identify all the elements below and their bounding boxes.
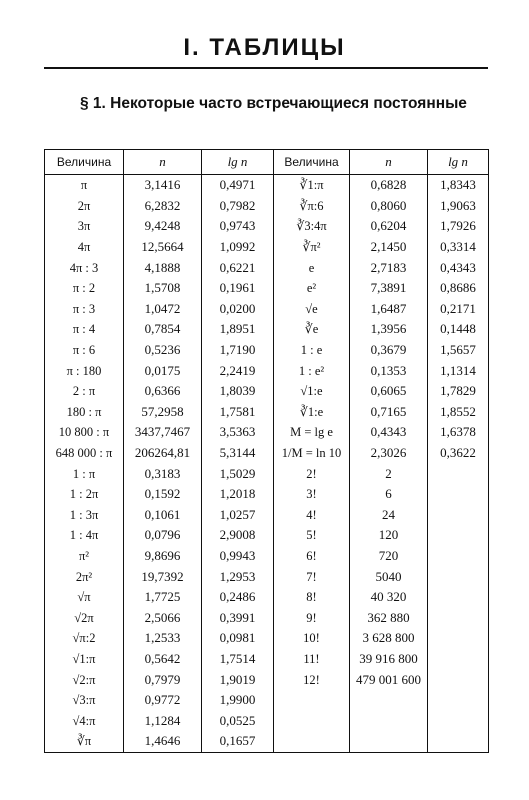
cell-lg-right: 1,5657 [428, 340, 489, 361]
table-row [45, 278, 489, 299]
table-row [45, 175, 489, 196]
cell-quantity-left: √1:π [45, 649, 124, 670]
header-lg-left: lg n [202, 150, 274, 175]
cell-lg-right [428, 690, 489, 711]
cell-quantity-left: 1 : 3π [45, 505, 124, 526]
cell-n-left: 0,9772 [124, 690, 202, 711]
cell-n-right: 1,3956 [350, 319, 428, 340]
table-row [45, 216, 489, 237]
cell-quantity-right: √1:e [274, 381, 350, 402]
cell-lg-left: 0,3991 [202, 607, 274, 628]
cell-lg-left: 1,8951 [202, 319, 274, 340]
table-row [45, 546, 489, 567]
cell-n-right: 0,7165 [350, 402, 428, 423]
cell-lg-left: 1,5029 [202, 463, 274, 484]
cell-lg-left: 1,7190 [202, 340, 274, 361]
cell-lg-right [428, 731, 489, 752]
cell-quantity-left: π [45, 175, 124, 196]
cell-n-left: 0,5642 [124, 649, 202, 670]
header-n-right: n [350, 150, 428, 175]
cell-n-left: 12,5664 [124, 237, 202, 258]
cell-n-right: 24 [350, 505, 428, 526]
table-row [45, 710, 489, 731]
cell-n-right: 2,7183 [350, 257, 428, 278]
table-row [45, 731, 489, 752]
cell-lg-left: 0,0200 [202, 299, 274, 320]
header-row [45, 150, 489, 175]
cell-n-right: 0,8060 [350, 196, 428, 217]
header-quantity-right: Величина [274, 150, 350, 175]
cell-lg-right: 1,7829 [428, 381, 489, 402]
cell-lg-right [428, 607, 489, 628]
cell-lg-right [428, 484, 489, 505]
cell-lg-right: 1,1314 [428, 360, 489, 381]
cell-quantity-right: 7! [274, 566, 350, 587]
cell-lg-left: 0,9943 [202, 546, 274, 567]
cell-quantity-left: 10 800 : π [45, 422, 124, 443]
cell-n-left: 1,2533 [124, 628, 202, 649]
cell-quantity-left: π² [45, 546, 124, 567]
cell-quantity-left: 2 : π [45, 381, 124, 402]
cell-quantity-left: 648 000 : π [45, 443, 124, 464]
table-row [45, 566, 489, 587]
table-row [45, 505, 489, 526]
table-row [45, 607, 489, 628]
cell-quantity-left: √π [45, 587, 124, 608]
cell-quantity-left: π : 180 [45, 360, 124, 381]
cell-n-left: 0,5236 [124, 340, 202, 361]
cell-lg-right: 0,3622 [428, 443, 489, 464]
cell-quantity-right: √e [274, 299, 350, 320]
cell-quantity-right: 4! [274, 505, 350, 526]
cell-lg-right: 1,7926 [428, 216, 489, 237]
cell-n-left: 1,5708 [124, 278, 202, 299]
table-row [45, 422, 489, 443]
cell-n-left: 1,1284 [124, 710, 202, 731]
title-rule [44, 67, 488, 69]
cell-n-left: 57,2958 [124, 402, 202, 423]
table-row [45, 196, 489, 217]
header-quantity-left: Величина [45, 150, 124, 175]
cell-n-right: 3 628 800 [350, 628, 428, 649]
cell-lg-left: 1,2953 [202, 566, 274, 587]
cell-n-right: 0,1353 [350, 360, 428, 381]
cell-lg-left: 2,2419 [202, 360, 274, 381]
cell-n-right: 2,1450 [350, 237, 428, 258]
cell-quantity-left: √4:π [45, 710, 124, 731]
cell-quantity-left: ∛π [45, 731, 124, 752]
cell-n-right: 0,6065 [350, 381, 428, 402]
table-row [45, 587, 489, 608]
cell-n-right: 362 880 [350, 607, 428, 628]
cell-quantity-right: 3! [274, 484, 350, 505]
cell-lg-left: 0,1657 [202, 731, 274, 752]
cell-n-right [350, 731, 428, 752]
cell-lg-left: 3,5363 [202, 422, 274, 443]
cell-lg-left: 1,9900 [202, 690, 274, 711]
table-row [45, 484, 489, 505]
cell-quantity-right: e² [274, 278, 350, 299]
table-row [45, 690, 489, 711]
table-row [45, 360, 489, 381]
cell-quantity-left: √2π [45, 607, 124, 628]
cell-quantity-left: 1 : 4π [45, 525, 124, 546]
cell-quantity-right: 1 : e [274, 340, 350, 361]
cell-n-right: 5040 [350, 566, 428, 587]
cell-lg-left: 1,7514 [202, 649, 274, 670]
table-row [45, 443, 489, 464]
cell-n-left: 3,1416 [124, 175, 202, 196]
cell-n-left: 0,0796 [124, 525, 202, 546]
cell-lg-right [428, 546, 489, 567]
section-title: § 1. Некоторые часто встречающиеся постоянные [80, 95, 467, 112]
cell-quantity-right: 5! [274, 525, 350, 546]
cell-quantity-right: 8! [274, 587, 350, 608]
cell-quantity-left: 2π² [45, 566, 124, 587]
cell-quantity-right: 11! [274, 649, 350, 670]
cell-n-left: 0,7979 [124, 669, 202, 690]
cell-n-left: 2,5066 [124, 607, 202, 628]
cell-lg-right: 1,8343 [428, 175, 489, 196]
cell-lg-left: 0,6221 [202, 257, 274, 278]
table-row [45, 237, 489, 258]
cell-n-left: 19,7392 [124, 566, 202, 587]
cell-quantity-left: 180 : π [45, 402, 124, 423]
cell-lg-right: 0,4343 [428, 257, 489, 278]
cell-lg-left: 0,0525 [202, 710, 274, 731]
cell-lg-right [428, 649, 489, 670]
cell-quantity-right: 1 : e² [274, 360, 350, 381]
cell-lg-left: 0,1961 [202, 278, 274, 299]
cell-quantity-left: π : 4 [45, 319, 124, 340]
cell-n-right: 720 [350, 546, 428, 567]
cell-quantity-right: ∛e [274, 319, 350, 340]
constants-table [44, 149, 489, 753]
table-row [45, 463, 489, 484]
cell-n-left: 3437,7467 [124, 422, 202, 443]
cell-lg-left: 1,7581 [202, 402, 274, 423]
cell-n-left: 9,4248 [124, 216, 202, 237]
cell-lg-left: 1,8039 [202, 381, 274, 402]
cell-lg-right: 0,1448 [428, 319, 489, 340]
cell-quantity-left: 4π [45, 237, 124, 258]
cell-quantity-right: e [274, 257, 350, 278]
cell-n-left: 6,2832 [124, 196, 202, 217]
cell-lg-right [428, 710, 489, 731]
cell-lg-right: 0,3314 [428, 237, 489, 258]
cell-quantity-right: 2! [274, 463, 350, 484]
cell-lg-right [428, 587, 489, 608]
cell-n-left: 1,7725 [124, 587, 202, 608]
cell-quantity-right [274, 710, 350, 731]
table-row [45, 257, 489, 278]
cell-n-right [350, 690, 428, 711]
cell-n-left: 206264,81 [124, 443, 202, 464]
cell-lg-right [428, 628, 489, 649]
cell-quantity-left: π : 2 [45, 278, 124, 299]
cell-n-left: 0,1061 [124, 505, 202, 526]
cell-n-right: 0,3679 [350, 340, 428, 361]
cell-quantity-right: 10! [274, 628, 350, 649]
cell-lg-right [428, 566, 489, 587]
cell-quantity-left: 2π [45, 196, 124, 217]
cell-n-right: 2 [350, 463, 428, 484]
cell-quantity-left: √3:π [45, 690, 124, 711]
header-lg-right: lg n [428, 150, 489, 175]
cell-lg-left: 0,9743 [202, 216, 274, 237]
table-row [45, 669, 489, 690]
cell-n-left: 4,1888 [124, 257, 202, 278]
cell-quantity-right: ∛1:π [274, 175, 350, 196]
cell-n-left: 0,0175 [124, 360, 202, 381]
cell-lg-left: 0,2486 [202, 587, 274, 608]
cell-n-right: 39 916 800 [350, 649, 428, 670]
cell-quantity-right: 12! [274, 669, 350, 690]
cell-quantity-right [274, 731, 350, 752]
table-row [45, 402, 489, 423]
cell-quantity-left: 1 : π [45, 463, 124, 484]
cell-n-left: 0,7854 [124, 319, 202, 340]
table-row [45, 649, 489, 670]
cell-quantity-right: 9! [274, 607, 350, 628]
cell-n-right: 479 001 600 [350, 669, 428, 690]
cell-lg-right [428, 463, 489, 484]
cell-n-left: 0,3183 [124, 463, 202, 484]
cell-n-left: 1,4646 [124, 731, 202, 752]
cell-lg-right [428, 525, 489, 546]
cell-quantity-left: 4π : 3 [45, 257, 124, 278]
cell-quantity-right: ∛π:6 [274, 196, 350, 217]
cell-lg-left: 1,9019 [202, 669, 274, 690]
cell-quantity-left: π : 3 [45, 299, 124, 320]
cell-quantity-right: ∛1:e [274, 402, 350, 423]
cell-lg-right: 0,2171 [428, 299, 489, 320]
cell-quantity-right: ∛π² [274, 237, 350, 258]
cell-lg-left: 0,4971 [202, 175, 274, 196]
cell-quantity-left: 3π [45, 216, 124, 237]
cell-lg-right [428, 669, 489, 690]
cell-lg-left: 1,0992 [202, 237, 274, 258]
cell-quantity-right: 1/M = ln 10 [274, 443, 350, 464]
cell-lg-left: 2,9008 [202, 525, 274, 546]
cell-lg-right: 0,8686 [428, 278, 489, 299]
cell-n-right: 0,4343 [350, 422, 428, 443]
cell-quantity-left: √π:2 [45, 628, 124, 649]
table-row [45, 381, 489, 402]
cell-n-right: 6 [350, 484, 428, 505]
table-row [45, 628, 489, 649]
cell-n-right: 0,6828 [350, 175, 428, 196]
cell-n-right: 2,3026 [350, 443, 428, 464]
cell-lg-left: 5,3144 [202, 443, 274, 464]
cell-quantity-right: ∛3:4π [274, 216, 350, 237]
cell-n-right: 0,6204 [350, 216, 428, 237]
cell-n-right: 7,3891 [350, 278, 428, 299]
cell-n-left: 0,1592 [124, 484, 202, 505]
cell-quantity-left: 1 : 2π [45, 484, 124, 505]
cell-lg-right: 1,8552 [428, 402, 489, 423]
cell-quantity-left: √2:π [45, 669, 124, 690]
cell-n-left: 0,6366 [124, 381, 202, 402]
cell-lg-left: 1,2018 [202, 484, 274, 505]
cell-n-left: 9,8696 [124, 546, 202, 567]
table-row [45, 340, 489, 361]
chapter-title: I. ТАБЛИЦЫ [183, 34, 346, 61]
header-n-left: n [124, 150, 202, 175]
cell-lg-left: 1,0257 [202, 505, 274, 526]
table-row [45, 319, 489, 340]
cell-lg-right: 1,9063 [428, 196, 489, 217]
table-row [45, 299, 489, 320]
cell-quantity-right: 6! [274, 546, 350, 567]
cell-lg-left: 0,0981 [202, 628, 274, 649]
cell-quantity-right: M = lg e [274, 422, 350, 443]
cell-quantity-right [274, 690, 350, 711]
cell-n-left: 1,0472 [124, 299, 202, 320]
cell-quantity-left: π : 6 [45, 340, 124, 361]
cell-n-right: 1,6487 [350, 299, 428, 320]
cell-lg-right [428, 505, 489, 526]
cell-lg-left: 0,7982 [202, 196, 274, 217]
cell-n-right [350, 710, 428, 731]
table-row [45, 525, 489, 546]
cell-n-right: 120 [350, 525, 428, 546]
cell-n-right: 40 320 [350, 587, 428, 608]
cell-lg-right: 1,6378 [428, 422, 489, 443]
